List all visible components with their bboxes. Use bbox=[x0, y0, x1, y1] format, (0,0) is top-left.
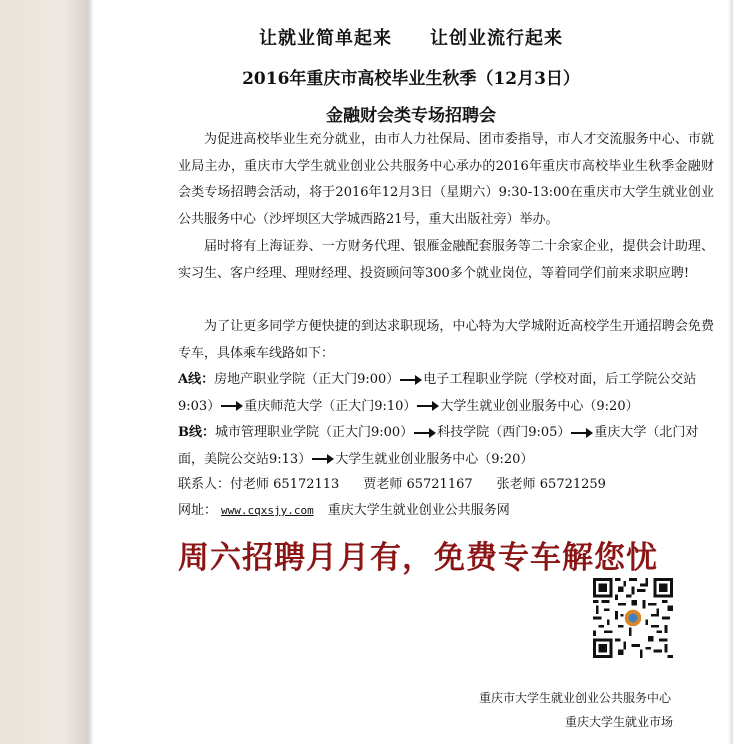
footer-market: 重庆大学生就业市场 bbox=[565, 715, 674, 729]
paragraph-shuttle: 为了让更多同学方便快捷的到达求职现场，中心特为大学城附近高校学生开通招聘会免费专车，具体乘车线路如下： bbox=[178, 319, 714, 361]
route-b-label: B线： bbox=[178, 425, 215, 440]
paragraph-intro: 为促进高校毕业生充分就业，由市人力社保局、团市委指导，市人才交流服务中心、市就业局主办，重庆市大学生就业创业公共服务中心承办的2016年重庆市高校毕业生秋季金融财会类专场招聘会活动，将于2016年12月3日（星期六）9:30-13:00在重庆市大学生就业创业公共服务中心（沙坪坝区大学城西路21号，重大出版社旁）举办。 bbox=[178, 132, 714, 227]
arrow-right-icon bbox=[571, 428, 593, 438]
arrow-right-icon bbox=[221, 401, 243, 411]
route-a-stop-1: 房地产职业学院（正大门9:00） bbox=[214, 372, 400, 387]
route-b-stop-2: 科技学院（西门9:05） bbox=[437, 425, 571, 440]
title-line-1: 2016年重庆市高校毕业生秋季（12月3日） bbox=[242, 69, 580, 89]
footer-organizer: 重庆市大学生就业创业公共服务中心 bbox=[479, 691, 672, 705]
route-a-stop-2: 电子工程职业学院（学校对面，后工学院公交站9:03） bbox=[178, 372, 697, 414]
arrow-right-icon bbox=[312, 454, 334, 464]
promo-banner: 周六招聘月月有，免费专车解您忧 bbox=[178, 540, 658, 576]
arrow-right-icon bbox=[400, 375, 422, 385]
website-link[interactable]: www.cqxsjy.com bbox=[221, 504, 314, 517]
document-page bbox=[94, 0, 728, 744]
route-b-stop-4: 大学生就业创业服务中心（9:20） bbox=[335, 451, 534, 467]
slogan bbox=[94, 24, 728, 50]
contact-3: 张老师 65721259 bbox=[496, 477, 606, 492]
website-line bbox=[178, 498, 510, 524]
contacts bbox=[178, 472, 606, 498]
arrow-right-icon bbox=[414, 428, 436, 438]
window-left-margin bbox=[0, 0, 88, 744]
arrow-right-icon bbox=[417, 401, 439, 411]
route-b bbox=[178, 420, 718, 473]
contact-1: 付老师 65172113 bbox=[230, 477, 340, 492]
route-a-label: A线： bbox=[178, 372, 215, 387]
website-label: 网址： bbox=[178, 503, 218, 518]
title-line-2: 金融财会类专场招聘会 bbox=[326, 106, 496, 126]
contacts-label: 联系人： bbox=[178, 477, 231, 492]
window-right-edge bbox=[728, 0, 733, 744]
slogan-left: 让就业简单起来 bbox=[259, 28, 392, 49]
website-name: 重庆大学生就业创业公共服务网 bbox=[327, 503, 510, 518]
route-a bbox=[178, 367, 718, 420]
route-b-stop-3: 重庆大学（北门对面，美院公交站9:13） bbox=[178, 425, 699, 467]
contact-2: 贾老师 65721167 bbox=[363, 477, 473, 492]
slogan-right: 让创业流行起来 bbox=[430, 28, 563, 49]
paragraph-employers: 届时将有上海证券、一方财务代理、银雁金融配套服务等二十余家企业，提供会计助理、实习生、客户经理、理财经理、投资顾问等300多个就业岗位，等着同学们前来求职应聘! bbox=[178, 239, 714, 281]
route-a-stop-4: 大学生就业创业服务中心（9:20） bbox=[440, 398, 639, 414]
route-b-stop-1: 城市管理职业学院（正大门9:00） bbox=[215, 425, 414, 440]
qr-code-icon bbox=[593, 578, 673, 658]
route-a-stop-3: 重庆师范大学（正大门9:10） bbox=[244, 398, 417, 414]
